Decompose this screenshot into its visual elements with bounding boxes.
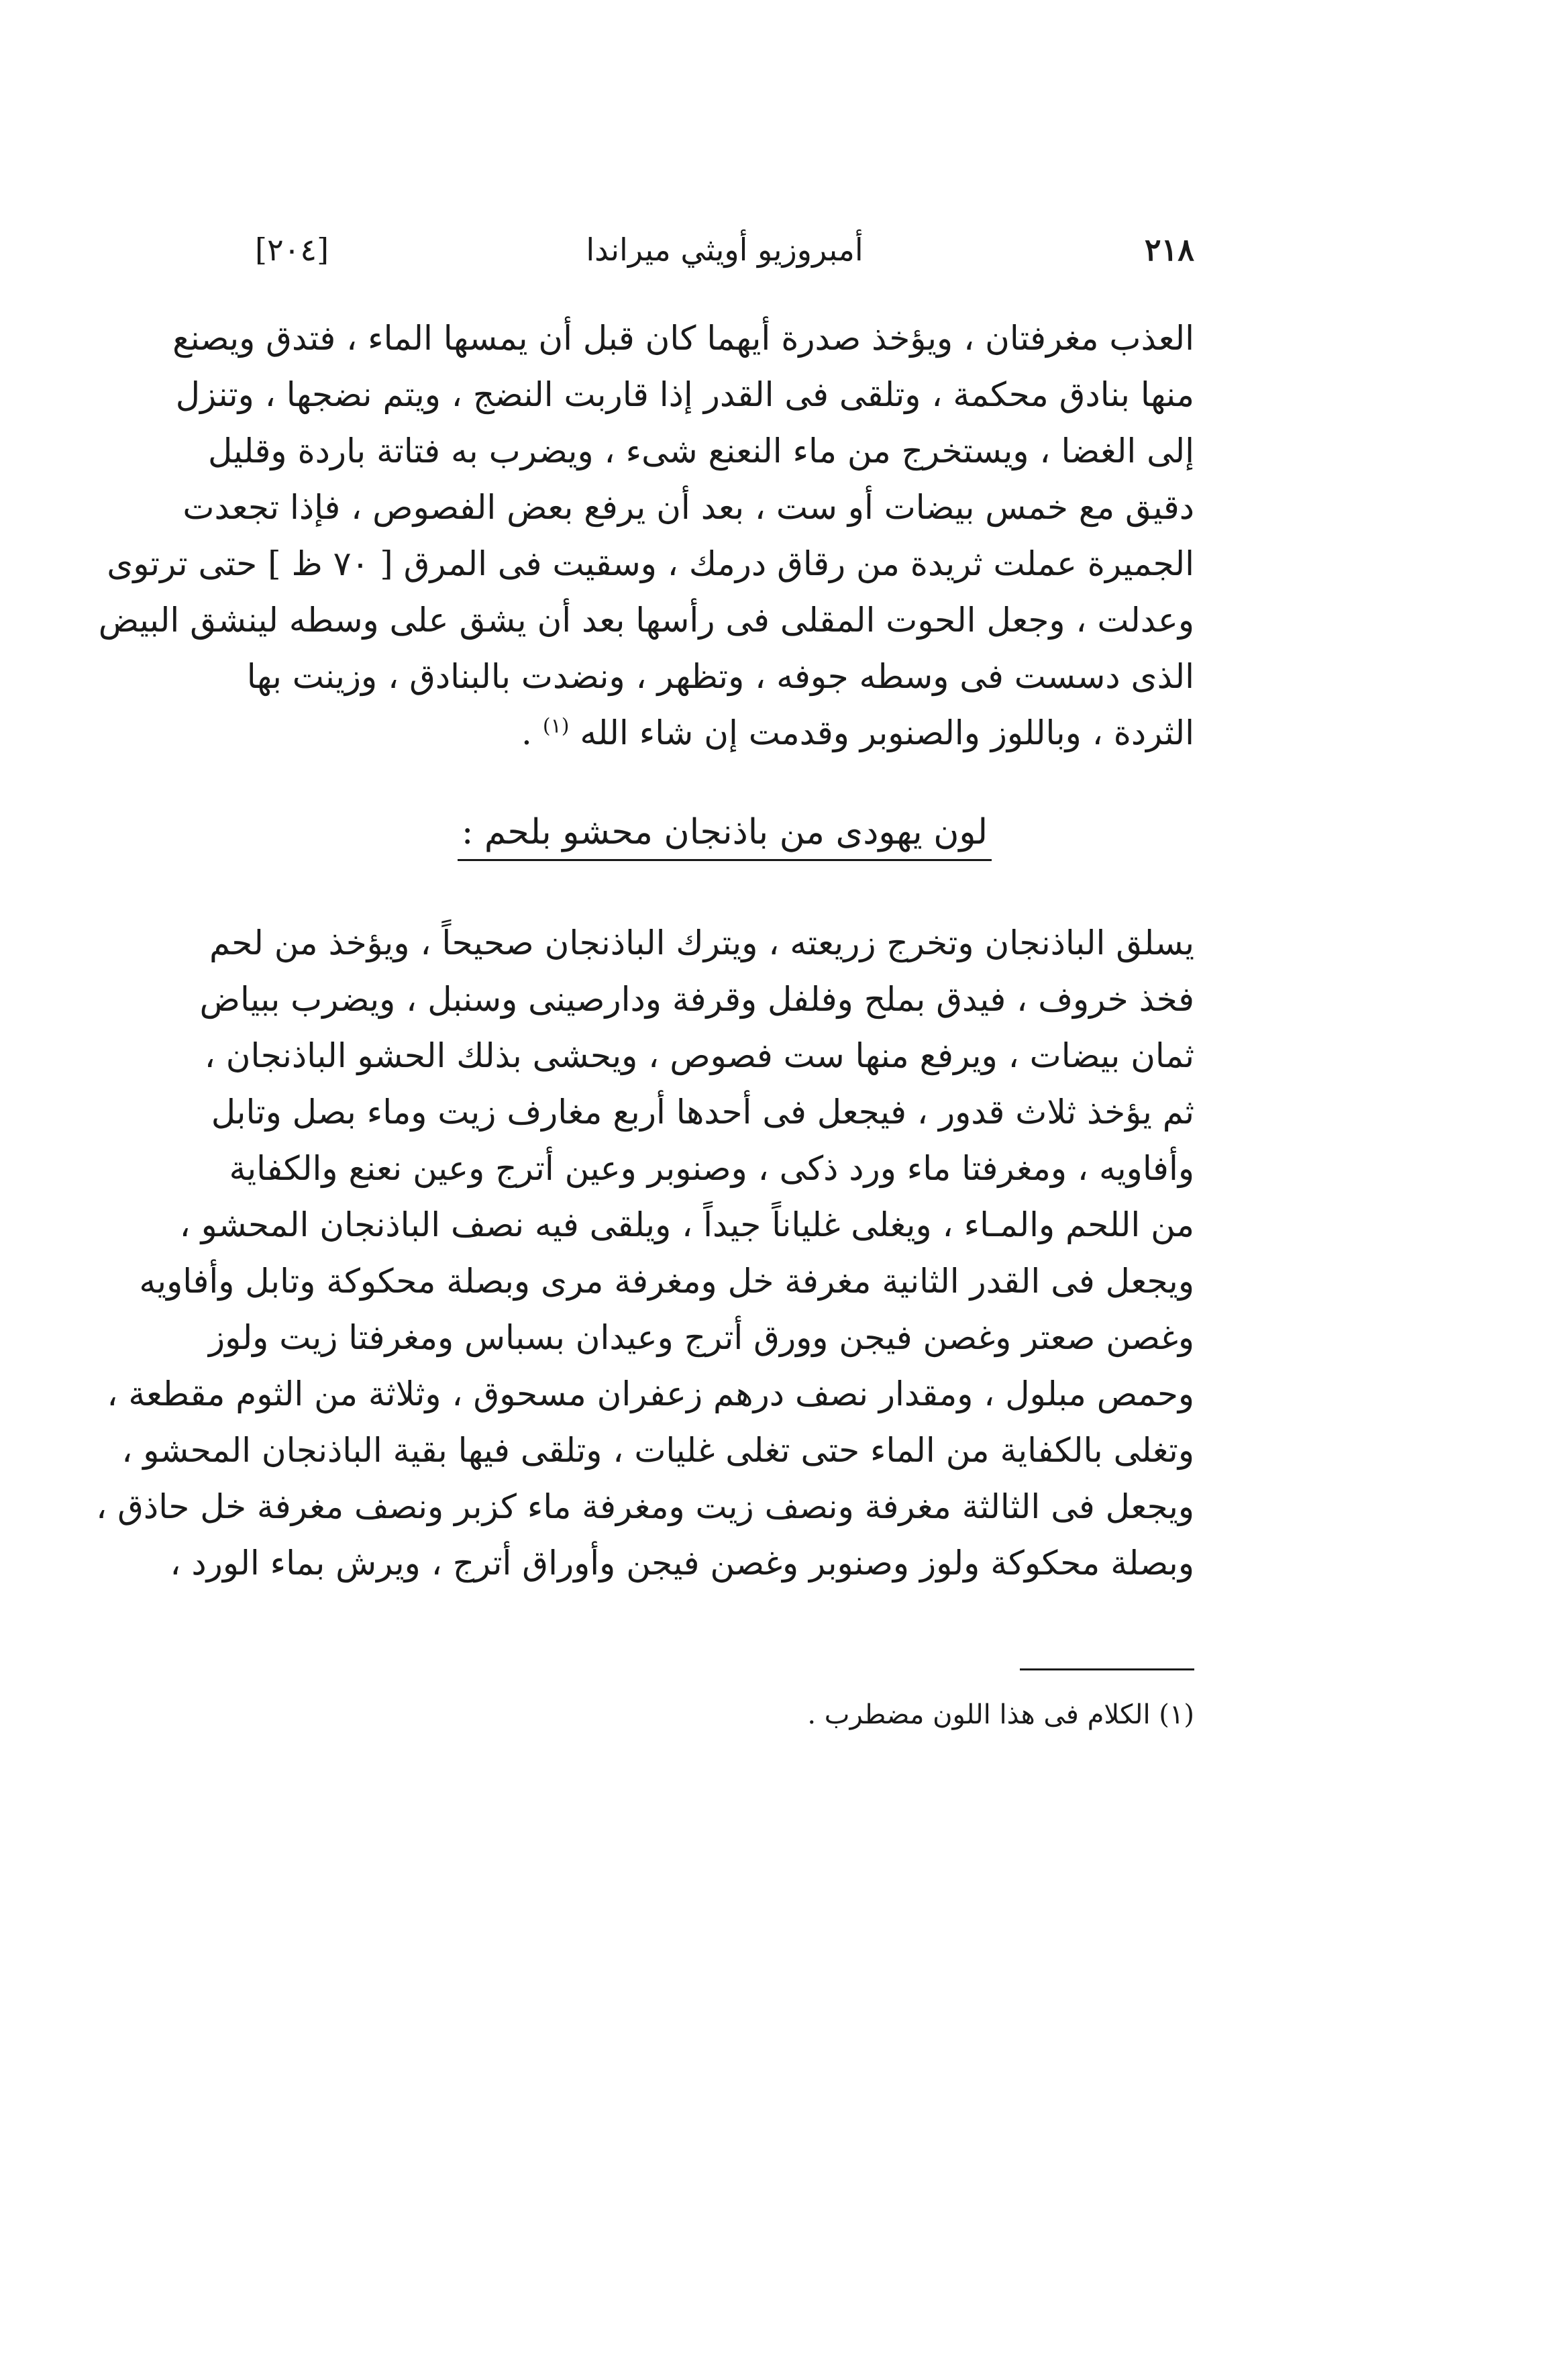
running-title: أمبروزيو أويثي ميراندا [586,232,864,268]
paragraph-2 [96,915,1194,1591]
recipe-heading-text: لون يهودى من باذنجان محشو بلحم : [458,812,992,861]
footnote: (١) الكلام فى هذا اللون مضطرب . [807,1699,1194,1730]
page-header [255,232,1194,292]
text-line: وغصن صعتر وغصن فيجن وورق أترج وعيدان بسباس ومغرفتا زيت ولوز [208,1318,1194,1357]
text-line: ثم يؤخذ ثلاث قدور ، فيجعل فى أحدها أربع مغارف زيت وماء بصل وتابل [211,1093,1194,1132]
text-line-last [255,705,1194,761]
text-line: وتغلى بالكفاية من الماء حتى تغلى غليات ، وتلقى فيها بقية الباذنجان المحشو ، [121,1431,1194,1470]
text-line: وأفاويه ، ومغرفتا ماء ورد ذكى ، وصنوبر وعين أترج وعين نعنع والكفاية [229,1149,1194,1188]
text-line: ويجعل فى الثالثة مغرفة ونصف زيت ومغرفة ماء كزبر ونصف مغرفة خل حاذق ، [96,1487,1194,1526]
recipe-heading [255,812,1194,861]
original-page-reference: [٢٠٤] [255,232,329,268]
text-line: إلى الغضا ، ويستخرج من ماء النعنع شىء ، ويضرب به فتاتة باردة وقليل [208,432,1194,470]
footnote-marker: (١) [542,714,570,738]
text-line: دقيق مع خمس بيضات أو ست ، بعد أن يرفع بعض الفصوص ، فإذا تجعدت [182,488,1194,527]
text-line-content: الثردة ، وباللوز والصنوبر وقدمت إن شاء الله [580,713,1194,752]
text-line: الجميرة عملت ثريدة من رقاق درمك ، وسقيت فى المرق [ ٧٠ ظ ] حتى ترتوى [107,544,1194,583]
text-line: ثمان بيضات ، ويرفع منها ست فصوص ، ويحشى بذلك الحشو الباذنجان ، [204,1036,1194,1075]
page-number: ٢١٨ [1144,232,1194,268]
text-line: العذب مغرفتان ، ويؤخذ صدرة أيهما كان قبل أن يمسها الماء ، فتدق ويصنع [172,319,1194,358]
text-line: ويجعل فى القدر الثانية مغرفة خل ومغرفة مرى وبصلة محكوكة وتابل وأفاويه [139,1262,1194,1301]
text-line: منها بنادق محكمة ، وتلقى فى القدر إذا قاربت النضج ، ويتم نضجها ، وتنزل [175,375,1194,414]
paragraph-1 [98,310,1194,761]
text-line: وبصلة محكوكة ولوز وصنوبر وغصن فيجن وأوراق أترج ، ويرش بماء الورد ، [170,1544,1194,1583]
text-line: يسلق الباذنجان وتخرج زريعته ، ويترك الباذنجان صحيحاً ، ويؤخذ من لحم [209,923,1194,962]
footnote-divider [1020,1668,1194,1670]
text-line: من اللحم والمـاء ، ويغلى غلياناً جيداً ، ويلقى فيه نصف الباذنجان المحشو ، [179,1205,1194,1244]
text-line: وعدلت ، وجعل الحوت المقلى فى رأسها بعد أن يشق على وسطه لينشق البيض [98,601,1194,640]
text-line: الذى دسست فى وسطه جوفه ، وتظهر ، ونضدت بالبنادق ، وزينت بها [246,657,1194,696]
text-line: وحمص مبلول ، ومقدار نصف درهم زعفران مسحوق ، وثلاثة من الثوم مقطعة ، [107,1374,1194,1413]
text-line: فخذ خروف ، فيدق بملح وفلفل وقرفة ودارصينى وسنبل ، ويضرب ببياض [199,980,1194,1019]
sentence-end: . [521,713,532,752]
